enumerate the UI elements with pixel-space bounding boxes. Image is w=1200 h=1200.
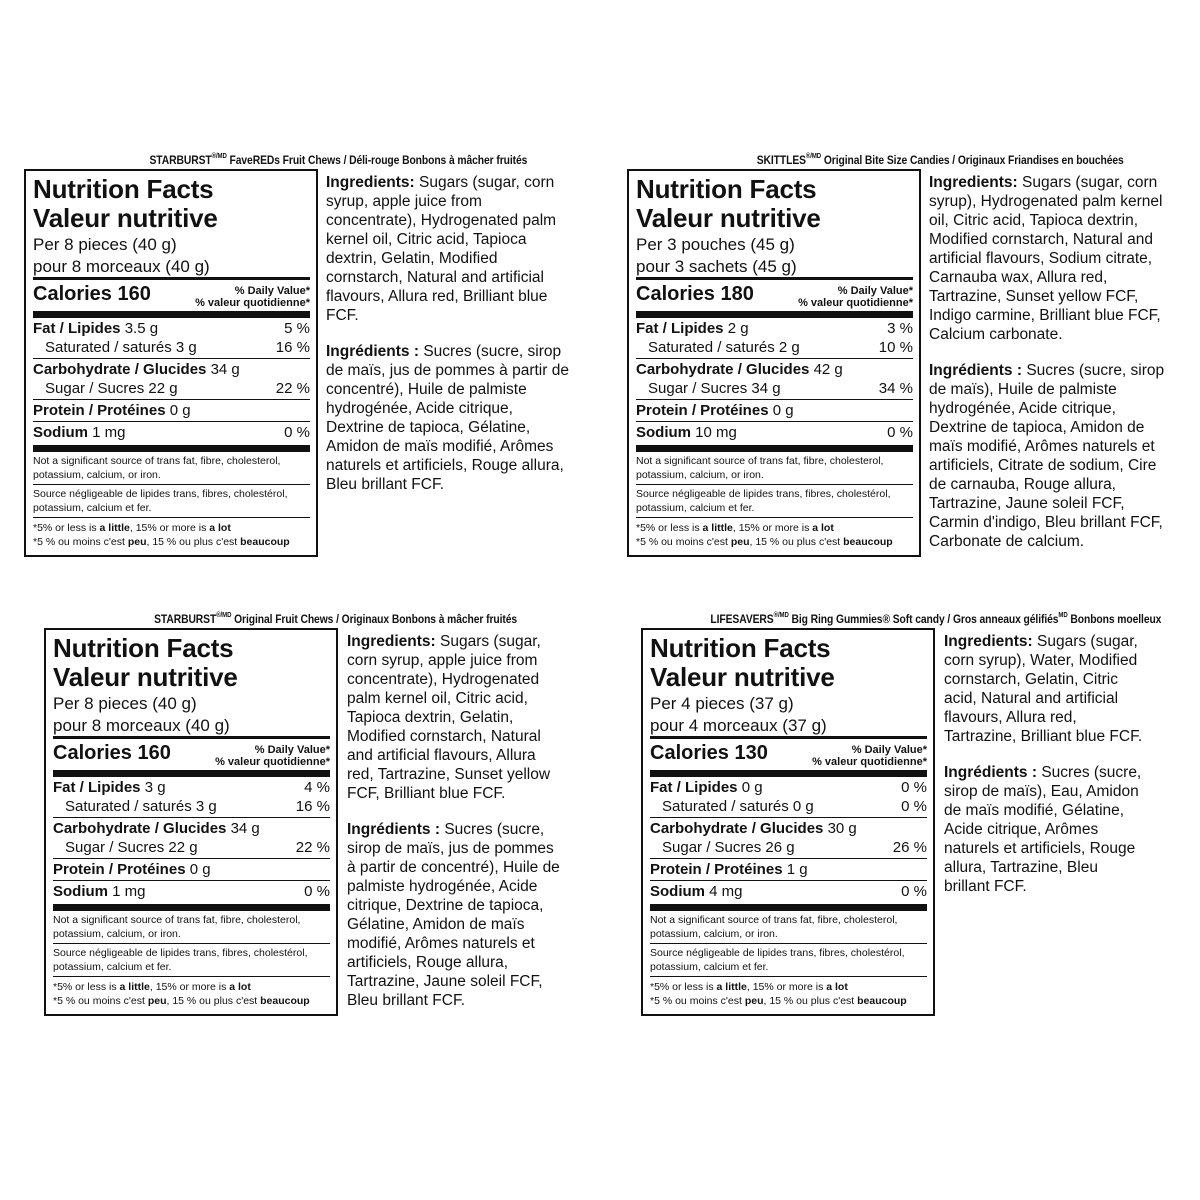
fat-row: Fat / Lipides 2 g 3 % bbox=[636, 320, 913, 337]
divider bbox=[53, 770, 330, 777]
calories-row bbox=[53, 739, 330, 770]
protein-row: Protein / Protéines 1 g bbox=[650, 861, 808, 878]
product-title: $STARBURST^{®/MD}$ Original Fruit Chews / Originaux Bonbons à mâcher fruités bbox=[154, 612, 517, 626]
saturated-row: Saturated / saturés 2 g 10 % bbox=[648, 339, 913, 356]
serving-size-fr: pour 4 morceaux (37 g) bbox=[650, 716, 827, 735]
calories-row bbox=[33, 280, 310, 311]
product-skittles-original bbox=[627, 153, 1187, 583]
footnote-en: *5% or less is a little, 15% or more is a lot bbox=[53, 981, 251, 993]
footnote-fr: *5 % ou moins c'est peu, 15 % ou plus c'est beaucoup bbox=[33, 536, 290, 548]
daily-value-header: % Daily Value* % valeur quotidienne* bbox=[812, 744, 927, 768]
saturated-row: Saturated / saturés 0 g 0 % bbox=[662, 798, 927, 815]
calories-label: Calories 160 bbox=[53, 742, 171, 764]
fat-row: Fat / Lipides 3.5 g 5 % bbox=[33, 320, 310, 337]
product-starburst-favereds bbox=[24, 153, 584, 583]
serving-size-en: Per 3 pouches (45 g) bbox=[636, 235, 795, 254]
valeur-nutritive-heading: Valeur nutritive bbox=[53, 662, 238, 692]
ingredients-en: Ingredients: Sugars (sugar, corn syrup), Water, Modified cornstarch, Gelatin, Citric acid, Natural and artificial flavours, Allura red, Tartrazine, Brilliant blue FCF. bbox=[944, 633, 1143, 745]
fat-row: Fat / Lipides 0 g 0 % bbox=[650, 779, 927, 796]
carbohydrate-row: Carbohydrate / Glucides 34 g bbox=[33, 361, 240, 378]
saturated-row: Saturated / saturés 3 g 16 % bbox=[65, 798, 330, 815]
nutrition-facts-table bbox=[627, 169, 921, 557]
footnote-en: *5% or less is a little, 15% or more is a lot bbox=[650, 981, 848, 993]
calories-row bbox=[650, 739, 927, 770]
ingredients-fr: Ingrédients : Sucres (sucre, sirop de maïs, jus de pommes à partir de concentré), Huile de palmiste hydrogénée, Acide citrique, Dextrine de tapioca, Gélatine, Amidon de maïs modifié, Arômes naturels et artificiels, Rouge allura, Tartrazine, Jaune soleil FCF, Bleu brillant FCF. bbox=[347, 821, 560, 1009]
valeur-nutritive-heading: Valeur nutritive bbox=[636, 203, 821, 233]
serving-size-en: Per 8 pieces (40 g) bbox=[53, 694, 197, 713]
protein-row: Protein / Protéines 0 g bbox=[53, 861, 211, 878]
ingredients-en: Ingredients: Sugars (sugar, corn syrup), Hydrogenated palm kernel oil, Citric acid, Tapioca dextrin, Modified cornstarch, Natural and artificial flavours, Sodium citrate, Carnauba wax, Allura red, Tartrazine, Sunset yellow FCF, Indigo carmine, Brilliant blue FCF, Calcium carbonate. bbox=[929, 174, 1163, 343]
sugar-row: Sugar / Sucres 22 g 22 % bbox=[45, 380, 310, 397]
serving-size-fr: pour 8 morceaux (40 g) bbox=[53, 716, 230, 735]
valeur-nutritive-heading: Valeur nutritive bbox=[650, 662, 835, 692]
ingredients-panel bbox=[929, 173, 1174, 568]
ingredients-fr: Ingrédients : Sucres (sucre, sirop de maïs), Huile de palmiste hydrogénée, Acide citrique, Dextrine de tapioca, Amidon de maïs modifié, Arômes naturels et artificiels, Citrate de sodium, Cire de carnauba, Rouge allura, Tartrazine, Jaune soleil FCF, Carmin d'indigo, Bleu brillant FCF, Carbonate de calcium. bbox=[929, 362, 1165, 550]
serving-size-fr: pour 8 morceaux (40 g) bbox=[33, 257, 210, 276]
footnote-en: *5% or less is a little, 15% or more is a lot bbox=[636, 522, 834, 534]
note-fr: Source négligeable de lipides trans, fibres, cholestérol, potassium, calcium et fer. bbox=[650, 947, 905, 973]
product-starburst-original bbox=[44, 612, 584, 1062]
serving-size-en: Per 4 pieces (37 g) bbox=[650, 694, 794, 713]
divider bbox=[636, 445, 913, 452]
nutrition-facts-heading: Nutrition Facts bbox=[650, 633, 831, 663]
sugar-row: Sugar / Sucres 26 g 26 % bbox=[662, 839, 927, 856]
nutrition-facts-heading: Nutrition Facts bbox=[636, 174, 817, 204]
ingredients-fr: Ingrédients : Sucres (sucre, sirop de maïs), Eau, Amidon de maïs modifié, Gélatine, Acide citrique, Arômes naturels et artificiels, Rouge allura, Tartrazine, Bleu brillant FCF. bbox=[944, 764, 1142, 895]
nutrition-facts-table bbox=[641, 628, 935, 1016]
serving-size-fr: pour 3 sachets (45 g) bbox=[636, 257, 797, 276]
footnote-en: *5% or less is a little, 15% or more is a lot bbox=[33, 522, 231, 534]
carbohydrate-row: Carbohydrate / Glucides 34 g bbox=[53, 820, 260, 837]
note-en: Not a significant source of trans fat, fibre, cholesterol, potassium, calcium, or iron. bbox=[53, 914, 301, 940]
divider bbox=[650, 904, 927, 911]
daily-value-header: % Daily Value* % valeur quotidienne* bbox=[215, 744, 330, 768]
serving-size-en: Per 8 pieces (40 g) bbox=[33, 235, 177, 254]
ingredients-panel bbox=[347, 632, 565, 1027]
product-title: $STARBURST^{®/MD}$ FaveREDs Fruit Chews / Déli-rouge Bonbons à mâcher fruités bbox=[149, 153, 527, 167]
nutrition-facts-heading: Nutrition Facts bbox=[33, 174, 214, 204]
calories-label: Calories 180 bbox=[636, 283, 754, 305]
ingredients-panel bbox=[326, 173, 574, 511]
calories-label: Calories 160 bbox=[33, 283, 151, 305]
daily-value-header: % Daily Value* % valeur quotidienne* bbox=[798, 285, 913, 309]
product-lifesavers-big-ring bbox=[641, 612, 1181, 1062]
protein-row: Protein / Protéines 0 g bbox=[636, 402, 794, 419]
product-title: $LIFESAVERS^{®/MD}$ Big Ring Gummies® Soft candy / Gros anneaux gélifiés$^{MD}$ Bonbons moelleux bbox=[710, 612, 1161, 626]
footnote-fr: *5 % ou moins c'est peu, 15 % ou plus c'est beaucoup bbox=[636, 536, 893, 548]
note-fr: Source négligeable de lipides trans, fibres, cholestérol, potassium, calcium et fer. bbox=[33, 488, 288, 514]
divider bbox=[650, 770, 927, 777]
sodium-row: Sodium 1 mg 0 % bbox=[53, 883, 330, 900]
ingredients-panel bbox=[944, 632, 1144, 913]
daily-value-header: % Daily Value* % valeur quotidienne* bbox=[195, 285, 310, 309]
fat-row: Fat / Lipides 3 g 4 % bbox=[53, 779, 330, 796]
divider bbox=[53, 904, 330, 911]
protein-row: Protein / Protéines 0 g bbox=[33, 402, 191, 419]
footnote-fr: *5 % ou moins c'est peu, 15 % ou plus c'est beaucoup bbox=[53, 995, 310, 1007]
footnote-fr: *5 % ou moins c'est peu, 15 % ou plus c'est beaucoup bbox=[650, 995, 907, 1007]
ingredients-en: Ingredients: Sugars (sugar, corn syrup, apple juice from concentrate), Hydrogenated palm kernel oil, Citric acid, Tapioca dextrin, Gelatin, Modified cornstarch, Natural and artificial flavours, Allura red, Tartrazine, Sunset yellow FCF, Brilliant blue FCF. bbox=[347, 633, 551, 802]
sodium-row: Sodium 4 mg 0 % bbox=[650, 883, 927, 900]
carbohydrate-row: Carbohydrate / Glucides 30 g bbox=[650, 820, 857, 837]
ingredients-en: Ingredients: Sugars (sugar, corn syrup, apple juice from concentrate), Hydrogenated palm kernel oil, Citric acid, Tapioca dextrin, Gelatin, Modified cornstarch, Natural and artificial flavours, Allura red, Brilliant blue FCF. bbox=[326, 174, 557, 324]
divider bbox=[33, 445, 310, 452]
nutrition-facts-table bbox=[24, 169, 318, 557]
sugar-row: Sugar / Sucres 22 g 22 % bbox=[65, 839, 330, 856]
divider bbox=[636, 311, 913, 318]
carbohydrate-row: Carbohydrate / Glucides 42 g bbox=[636, 361, 843, 378]
nutrition-facts-heading: Nutrition Facts bbox=[53, 633, 234, 663]
note-fr: Source négligeable de lipides trans, fibres, cholestérol, potassium, calcium et fer. bbox=[636, 488, 891, 514]
sodium-row: Sodium 1 mg 0 % bbox=[33, 424, 310, 441]
note-fr: Source négligeable de lipides trans, fibres, cholestérol, potassium, calcium et fer. bbox=[53, 947, 308, 973]
valeur-nutritive-heading: Valeur nutritive bbox=[33, 203, 218, 233]
sugar-row: Sugar / Sucres 34 g 34 % bbox=[648, 380, 913, 397]
divider bbox=[33, 311, 310, 318]
nutrition-facts-table bbox=[44, 628, 338, 1016]
note-en: Not a significant source of trans fat, fibre, cholesterol, potassium, calcium, or iron. bbox=[650, 914, 898, 940]
sodium-row: Sodium 10 mg 0 % bbox=[636, 424, 913, 441]
calories-label: Calories 130 bbox=[650, 742, 768, 764]
ingredients-fr: Ingrédients : Sucres (sucre, sirop de maïs, jus de pommes à partir de concentré), Huile de palmiste hydrogénée, Acide citrique, Dextrine de tapioca, Gélatine, Amidon de maïs modifié, Arômes naturels et artificiels, Rouge allura, Bleu brillant FCF. bbox=[326, 343, 569, 493]
calories-row bbox=[636, 280, 913, 311]
saturated-row: Saturated / saturés 3 g 16 % bbox=[45, 339, 310, 356]
note-en: Not a significant source of trans fat, fibre, cholesterol, potassium, calcium, or iron. bbox=[636, 455, 884, 481]
note-en: Not a significant source of trans fat, fibre, cholesterol, potassium, calcium, or iron. bbox=[33, 455, 281, 481]
product-title: $SKITTLES^{®/MD}$ Original Bite Size Candies / Originaux Friandises en bouchées bbox=[757, 153, 1124, 167]
